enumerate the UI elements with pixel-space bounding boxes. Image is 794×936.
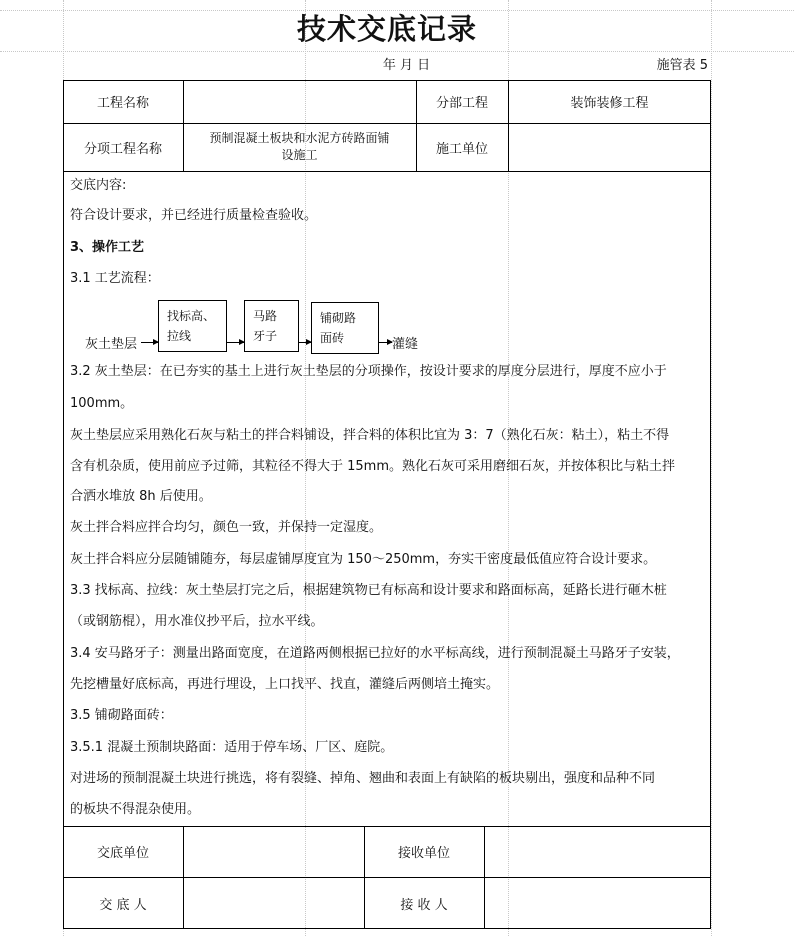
flow-start: 灰土垫层 xyxy=(85,337,138,352)
flow-step-level-line xyxy=(158,300,227,352)
flow-step-text: 马路 xyxy=(253,309,278,323)
division-value[interactable]: 装饰装修工程 xyxy=(570,96,649,111)
subitem-value-line2: 设施工 xyxy=(281,148,318,162)
content-line: 灰土拌合料应拌合均匀，颜色一致，并保持一定湿度。 xyxy=(70,520,383,535)
project-name-label: 工程名称 xyxy=(96,96,149,111)
content-line: 合洒水堆放 8h 后使用。 xyxy=(70,489,212,504)
flow-step-curb xyxy=(244,300,299,352)
receiving-unit-value[interactable] xyxy=(484,826,711,877)
handover-unit-value[interactable] xyxy=(183,826,364,877)
flow-step-text: 牙子 xyxy=(253,329,278,343)
flow-step-text: 铺砌路 xyxy=(320,311,357,325)
content-line: 灰土垫层应采用熟化石灰与粘土的拌合料铺设，拌合料的体积比宜为 3：7（熟化石灰：粘土），粘土不得 xyxy=(70,428,670,443)
content-line: 先挖槽量好底标高，再进行埋设，上口找平、找直，灌缝后两侧培土掩实。 xyxy=(70,677,500,692)
division-label: 分部工程 xyxy=(435,96,488,111)
handover-unit-label: 交底单位 xyxy=(96,846,149,861)
subitem-value[interactable] xyxy=(183,123,416,171)
flow-step-paving xyxy=(311,302,379,354)
content-line: （或钢筋棍），用水准仪抄平后，拉水平线。 xyxy=(70,614,324,629)
content-line: 灰土拌合料应分层随铺随夯，每层虚铺厚度宜为 150～250mm，夯实干密度最低值应符合设计要求。 xyxy=(70,552,657,567)
content-line: 100mm。 xyxy=(70,396,134,411)
content-heading: 交底内容: xyxy=(70,178,127,193)
content-line: 3.5 铺砌路面砖： xyxy=(70,708,173,723)
receiver-value[interactable] xyxy=(484,877,711,929)
handover-person-label: 交 底 人 xyxy=(99,897,147,913)
content-line: 的板块不得混杂使用。 xyxy=(70,802,201,817)
flow-step-text: 找标高、 xyxy=(167,309,216,323)
content-line: 符合设计要求，并已经进行质量检查验收。 xyxy=(70,208,318,223)
content-line: 3.1 工艺流程： xyxy=(70,271,160,286)
section-heading: 3、操作工艺 xyxy=(70,240,145,255)
flow-arrow xyxy=(227,342,244,343)
content-line: 对进场的预制混凝土块进行挑选，将有裂缝、掉角、翘曲和表面上有缺陷的板块剔出，强度和品种不同 xyxy=(70,771,656,786)
grid-line xyxy=(711,0,712,936)
page-title: 技术交底记录 xyxy=(296,12,477,46)
content-line: 3.2 灰土垫层：在已夯实的基土上进行灰土垫层的分项操作，按设计要求的厚度分层进行，厚度不应小于 xyxy=(70,364,667,379)
subitem-label: 分项工程名称 xyxy=(83,141,162,157)
construction-unit-value[interactable] xyxy=(508,123,711,171)
content-line: 3.3 找标高、拉线：灰土垫层打完之后，根据建筑物已有标高和设计要求和路面标高，延路长进行砸木桩 xyxy=(70,583,667,598)
flow-step-text: 拉线 xyxy=(167,329,192,343)
content-line: 3.4 安马路牙子：测量出路面宽度，在道路两侧根据已拉好的水平标高线，进行预制混凝土马路牙子安装， xyxy=(70,646,680,661)
content-line: 3.5.1 混凝土预制块路面：适用于停车场、厂区、庭院。 xyxy=(70,740,394,755)
table-rule xyxy=(63,171,711,172)
receiver-label: 接 收 人 xyxy=(400,897,448,913)
date-label: 年 月 日 xyxy=(382,58,431,73)
form-number: 施管表 5 xyxy=(656,58,708,73)
flow-end: 灌缝 xyxy=(392,337,419,352)
project-name-value[interactable] xyxy=(183,80,416,123)
handover-person-value[interactable] xyxy=(183,877,364,929)
receiving-unit-label: 接收单位 xyxy=(397,846,450,861)
flow-arrow xyxy=(141,342,158,343)
flow-arrow xyxy=(299,342,311,343)
content-line: 含有机杂质，使用前应予过筛，其粒径不得大于 15mm。熟化石灰可采用磨细石灰，并按体积比与粘土拌 xyxy=(70,459,676,474)
flow-arrow xyxy=(379,342,392,343)
subitem-value-line1: 预制混凝土板块和水泥方砖路面铺 xyxy=(209,131,390,145)
flow-step-text: 面砖 xyxy=(320,331,345,345)
construction-unit-label: 施工单位 xyxy=(435,141,488,157)
